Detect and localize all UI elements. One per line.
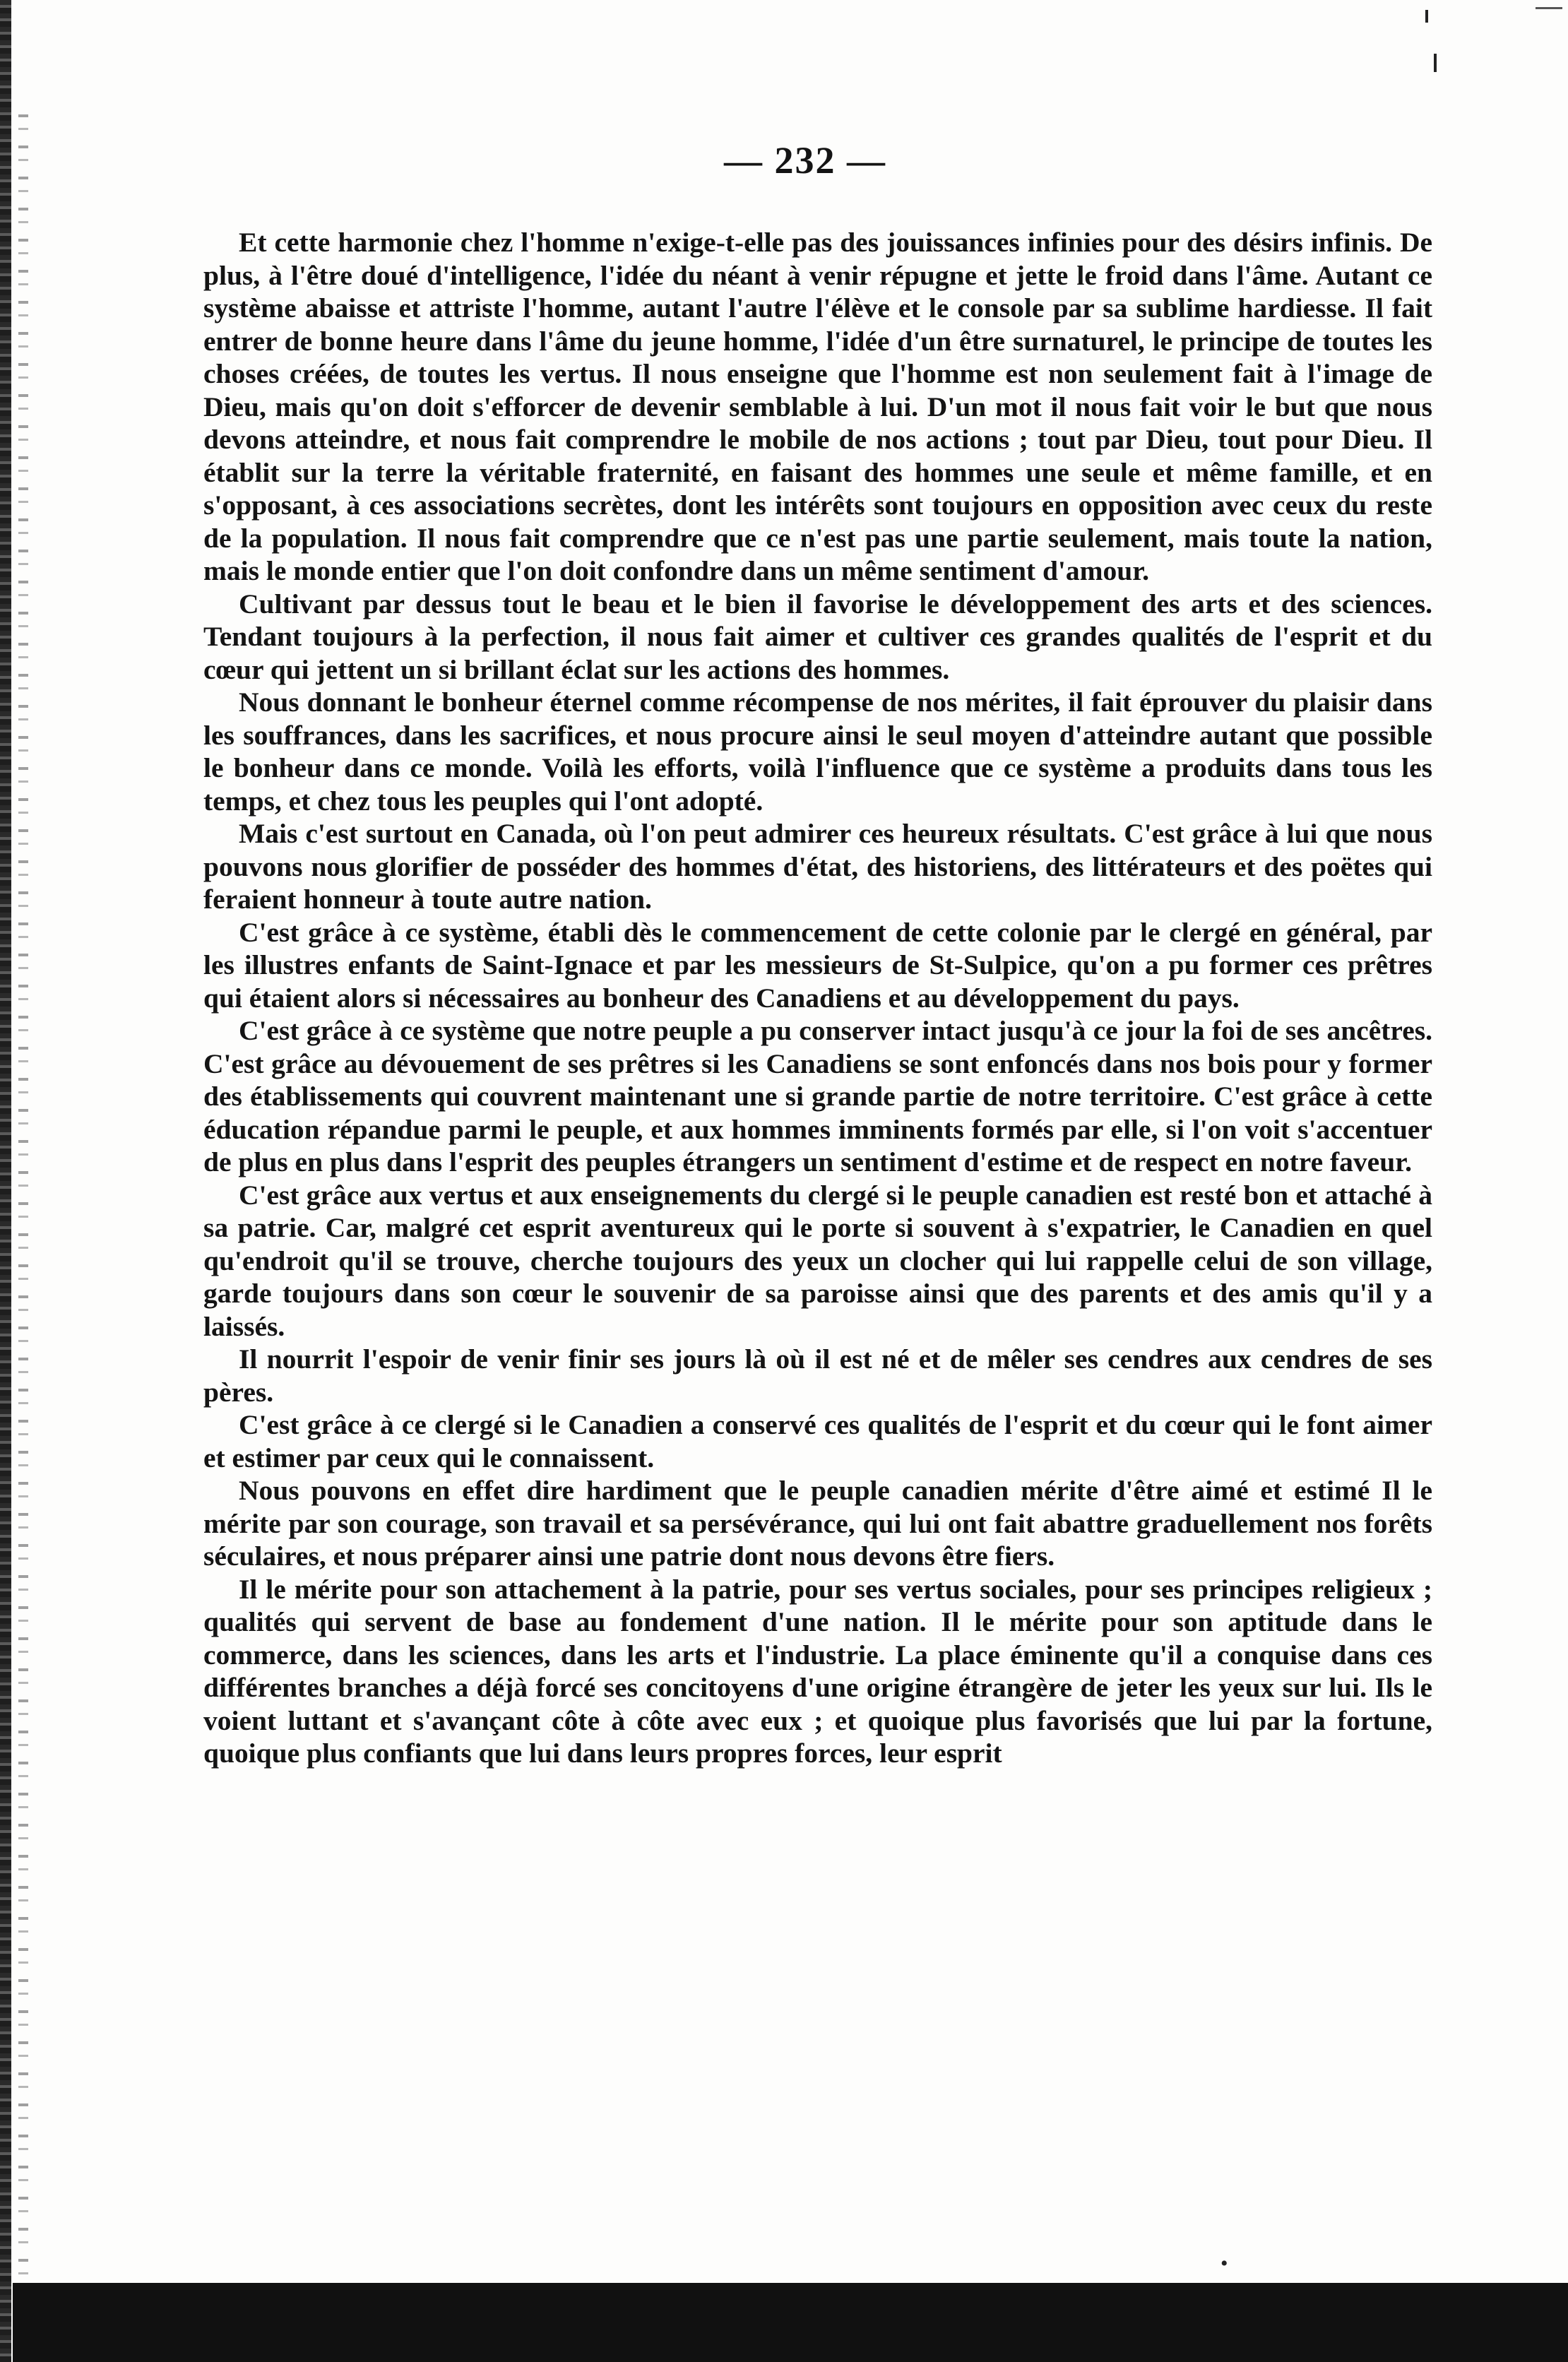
paragraph: Cultivant par dessus tout le beau et le bien il favorise le développement des arts et des sciences. Tendant toujours à la perfection, il nous fait aimer et cultiver ces grandes qualités de l'esprit et du cœur qui jettent un si brillant éclat sur les actions des hommes.	[203, 588, 1432, 685]
paragraph: Nous donnant le bonheur éternel comme récompense de nos mérites, il fait éprouver du plaisir dans les souffrances, dans les sacrifices, et nous procure ainsi le seul moyen d'atteindre autant que possible le bonheur dans ce monde. Voilà les efforts, voilà l'influence que ce système a produits dans tous les temps, et chez tous les peuples qui l'ont adopté.	[203, 687, 1432, 817]
scan-corner-mark	[1504, 0, 1568, 35]
paragraph: C'est grâce à ce système, établi dès le commencement de cette colonie par le clergé en général, par les illustres enfants de Saint-Ignace et par les messieurs de St-Sulpice, qu'on a pu former ces prêtres qui étaient alors si nécessaires au bonheur des Canadiens et au développement du pays.	[203, 916, 1432, 1014]
scan-speck: •	[1220, 2252, 1228, 2275]
scan-binding-fragments	[18, 99, 28, 2289]
paragraph: Mais c'est surtout en Canada, où l'on peut admirer ces heureux résultats. C'est grâce à lui que nous pouvons nous glorifier de posséder des hommes d'état, des historiens, des littérateurs et des poëtes qui feraient honneur à toute autre nation.	[203, 818, 1432, 915]
body-text	[203, 226, 1432, 1770]
scan-bottom-edge	[13, 2283, 1568, 2362]
paragraph: C'est grâce aux vertus et aux enseignements du clergé si le peuple canadien est resté bon et attaché à sa patrie. Car, malgré cet esprit aventureux qui le porte si souvent à s'expatrier, le Canadien en quel qu'endroit qu'il se trouve, cherche toujours des yeux un clocher qui lui rappelle celui de son village, garde toujours dans son cœur le souvenir de sa paroisse ainsi que des parents et des amis qu'il y a laissés.	[203, 1179, 1432, 1342]
scan-tick-mark	[1425, 10, 1428, 23]
scan-tick-mark	[1434, 54, 1437, 72]
paragraph: Nous pouvons en effet dire hardiment que le peuple canadien mérite d'être aimé et estimé Il le mérite par son courage, son travail et sa persévérance, qui lui ont fait abattre graduellement nos forêts séculaires, et nous préparer ainsi une patrie dont nous devons être fiers.	[203, 1475, 1432, 1572]
paragraph: C'est grâce à ce système que notre peuple a pu conserver intact jusqu'à ce jour la foi de ses ancêtres. C'est grâce au dévouement de ses prêtres si les Canadiens se sont enfoncés dans nos bois pour y former des établissements qui couvrent maintenant une si grande partie de notre territoire. C'est grâce à cette éducation répandue parmi le peuple, et aux hommes imminents formés par elle, si l'on voit s'accentuer de plus en plus dans l'esprit des peuples étrangers un sentiment d'estime et de respect en notre faveur.	[203, 1015, 1432, 1177]
page-number: — 232 —	[724, 139, 886, 182]
paragraph: C'est grâce à ce clergé si le Canadien a conservé ces qualités de l'esprit et du cœur qui le font aimer et estimer par ceux qui le connaissent.	[203, 1409, 1432, 1473]
paragraph: Et cette harmonie chez l'homme n'exige-t-elle pas des jouissances infinies pour des désirs infinis. De plus, à l'être doué d'intelligence, l'idée du néant à venir répugne et jette le froid dans l'âme. Autant ce système abaisse et attriste l'homme, autant l'autre l'élève et le console par sa sublime hardiesse. Il fait entrer de bonne heure dans l'âme du jeune homme, l'idée d'un être surnaturel, le principe de toutes les choses créées, de toutes les vertus. Il nous enseigne que l'homme est non seulement fait à l'image de Dieu, mais qu'on doit s'efforcer de devenir semblable à lui. D'un mot il nous fait voir le but que nous devons atteindre, et nous fait comprendre le mobile de nos actions ; tout par Dieu, tout pour Dieu. Il établit sur la terre la véritable fraternité, en faisant des hommes une seule et même famille, et en s'opposant, à ces associations secrètes, dont les intérêts sont toujours en opposition avec ceux du reste de la population. Il nous fait comprendre que ce n'est pas une partie seulement, mais toute la nation, mais le monde entier que l'on doit confondre dans un même sentiment d'amour.	[203, 227, 1432, 586]
paragraph: Il nourrit l'espoir de venir finir ses jours là où il est né et de mêler ses cendres aux cendres de ses pères.	[203, 1343, 1432, 1408]
scan-binding-edge	[0, 0, 11, 2362]
paragraph: Il le mérite pour son attachement à la patrie, pour ses vertus sociales, pour ses principes religieux ; qualités qui servent de base au fondement d'une nation. Il le mérite pour son aptitude dans le commerce, dans les sciences, dans les arts et l'industrie. La place éminente qu'il a conquise dans ces différentes branches a déjà forcé ses concitoyens d'une origine étrangère de jeter les yeux sur lui. Ils le voient luttant et s'avançant côte à côte avec eux ; et quoique plus favorisés que lui par la fortune, quoique plus confiants que lui dans leurs propres forces, leur esprit	[203, 1573, 1432, 1769]
